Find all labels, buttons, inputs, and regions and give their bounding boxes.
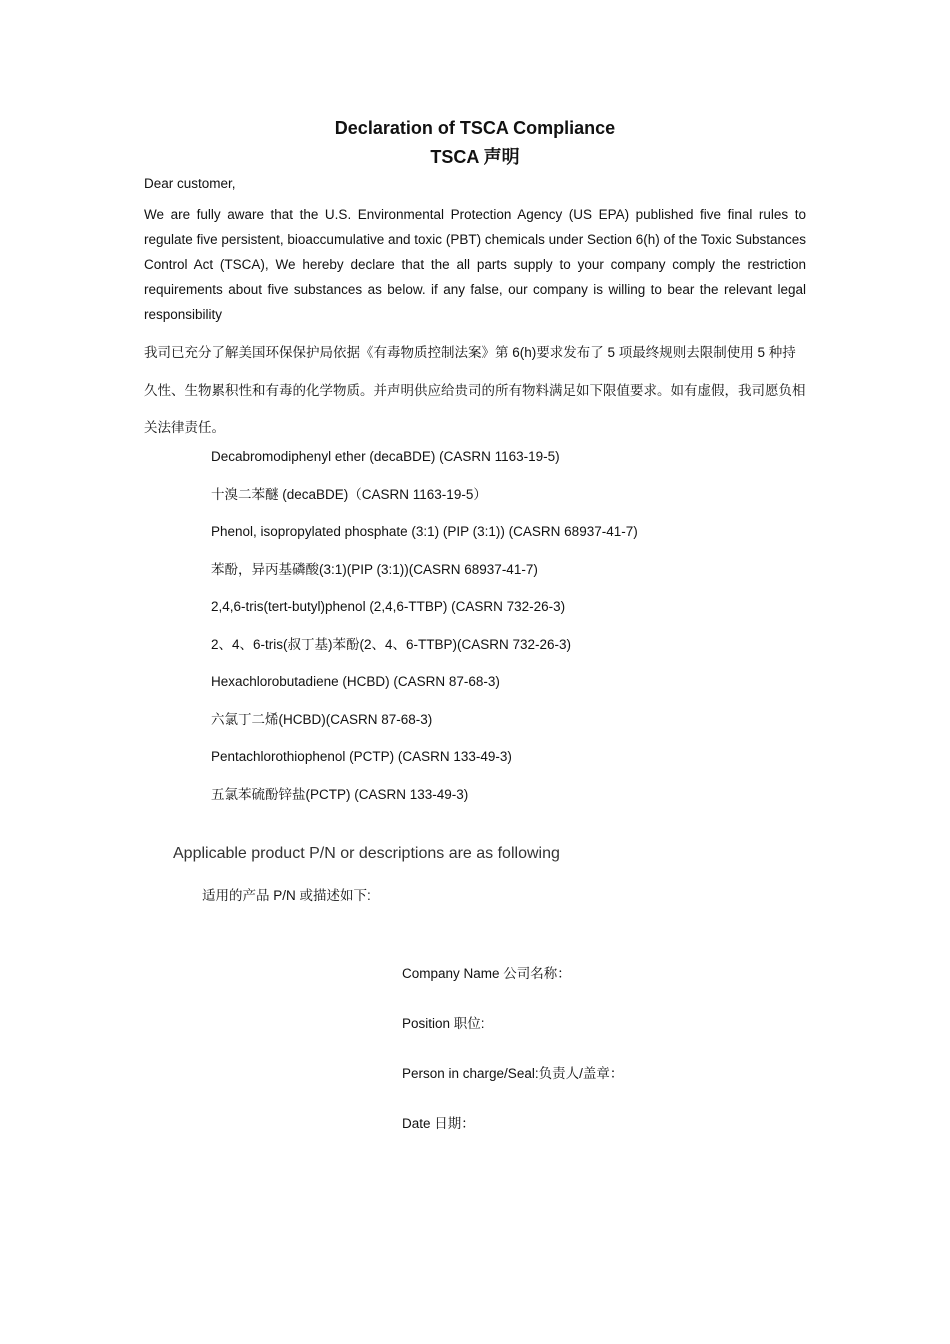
date-field: Date 日期： xyxy=(402,1116,475,1131)
company-name-field: Company Name 公司名称： xyxy=(402,966,571,981)
substance-item: 2,4,6-tris(tert-butyl)phenol (2,4,6-TTBP) (CASRN 732-26-3) xyxy=(211,599,566,614)
document-title-cn: TSCA 声明 xyxy=(430,147,520,167)
applicable-products-heading-en: Applicable product P/N or descriptions are as following xyxy=(173,845,560,862)
substance-item: Hexachlorobutadiene (HCBD) (CASRN 87-68-3) xyxy=(211,674,500,689)
document-title-en: Declaration of TSCA Compliance xyxy=(334,118,616,138)
declaration-body-cn: 我司已充分了解美国环保保护局依据《有毒物质控制法案》第 6(h)要求发布了 5 项最终规则去限制使用 5 种持久性、生物累积性和有毒的化学物质。并声明供应给贵司的所有物料满足如下限值要求。如有虚假，我司愿负相关法律责任。 xyxy=(144,345,806,435)
signature-block xyxy=(402,962,623,1162)
substance-item: 六氯丁二烯(HCBD)(CASRN 87-68-3) xyxy=(211,711,433,727)
substance-item: 2、4、6-tris(叔丁基)苯酚(2、4、6-TTBP)(CASRN 732-26-3) xyxy=(211,636,572,652)
position-field: Position 职位: xyxy=(402,1016,485,1031)
salutation: Dear customer, xyxy=(144,176,236,191)
person-in-charge-field: Person in charge/Seal:负责人/盖章： xyxy=(402,1066,624,1081)
applicable-products-heading-cn: 适用的产品 P/N 或描述如下: xyxy=(202,888,371,903)
substance-item: Phenol, isopropylated phosphate (3:1) (PIP (3:1)) (CASRN 68937-41-7) xyxy=(211,524,638,539)
declaration-body-en: We are fully aware that the U.S. Environmental Protection Agency (US EPA) published five final rules to regulate five persistent, bioaccumulative and toxic (PBT) chemicals under Section 6(h) of the Toxic Substances Control Act (TSCA), We hereby declare that the all parts supply to your company comply the restriction requirements about five substances as below. if any false, our company is willing to bear the relevant legal responsibility xyxy=(144,207,806,322)
substance-item: Pentachlorothiophenol (PCTP) (CASRN 133-49-3) xyxy=(211,749,512,764)
substance-item: 苯酚，异丙基磷酸(3:1)(PIP (3:1))(CASRN 68937-41-7) xyxy=(211,561,538,577)
substance-item: Decabromodiphenyl ether (decaBDE) (CASRN 1163-19-5) xyxy=(211,449,560,464)
substance-item: 十溴二苯醚 (decaBDE)（CASRN 1163-19-5） xyxy=(211,486,487,502)
substance-list xyxy=(211,443,638,818)
substance-item: 五氯苯硫酚锌盐(PCTP) (CASRN 133-49-3) xyxy=(211,786,469,802)
